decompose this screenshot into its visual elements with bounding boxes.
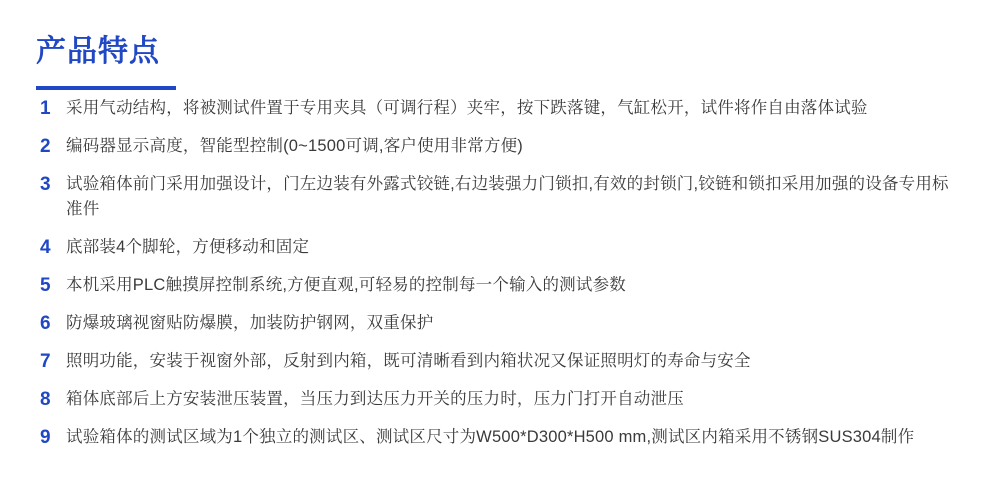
list-item bbox=[34, 425, 960, 450]
list-item bbox=[34, 311, 960, 336]
feature-text: 本机采用PLC触摸屏控制系统,方便直观,可轻易的控制每一个输入的测试参数 bbox=[66, 276, 626, 294]
feature-number: 8 bbox=[40, 389, 51, 410]
title-underline bbox=[36, 86, 176, 90]
feature-text: 试验箱体的测试区域为1个独立的测试区、测试区尺寸为W500*D300*H500 mm,测试区内箱采用不锈钢SUS304制作 bbox=[66, 428, 915, 446]
list-item bbox=[34, 134, 960, 159]
feature-text: 采用气动结构，将被测试件置于专用夹具（可调行程）夹牢，按下跌落键，气缸松开，试件将作自由落体试验 bbox=[66, 99, 868, 117]
feature-number: 1 bbox=[40, 98, 51, 119]
feature-text: 箱体底部后上方安装泄压装置，当压力到达压力开关的压力时，压力门打开自动泄压 bbox=[66, 390, 684, 408]
feature-number: 5 bbox=[40, 275, 51, 296]
feature-number: 6 bbox=[40, 313, 51, 334]
feature-number: 9 bbox=[40, 427, 51, 448]
feature-list bbox=[34, 96, 960, 450]
list-item bbox=[34, 235, 960, 260]
list-item bbox=[34, 273, 960, 298]
feature-text: 照明功能，安装于视窗外部，反射到内箱，既可清晰看到内箱状况又保证照明灯的寿命与安全 bbox=[66, 352, 751, 370]
feature-number: 4 bbox=[40, 237, 51, 258]
list-item bbox=[34, 96, 960, 121]
page-title: 产品特点 bbox=[36, 35, 160, 68]
list-item bbox=[34, 349, 960, 374]
feature-text: 编码器显示高度，智能型控制(0~1500可调,客户使用非常方便) bbox=[66, 137, 523, 155]
title-block bbox=[34, 34, 960, 70]
feature-number: 7 bbox=[40, 351, 51, 372]
feature-number: 3 bbox=[40, 174, 51, 195]
feature-number: 2 bbox=[40, 136, 51, 157]
feature-text: 试验箱体前门采用加强设计，门左边装有外露式铰链,右边装强力门锁扣,有效的封锁门,铰链和锁扣采用加强的设备专用标准件 bbox=[66, 175, 949, 218]
list-item bbox=[34, 172, 960, 222]
feature-text: 防爆玻璃视窗贴防爆膜，加装防护钢网，双重保护 bbox=[66, 314, 434, 332]
list-item bbox=[34, 387, 960, 412]
feature-text: 底部装4个脚轮，方便移动和固定 bbox=[66, 238, 310, 256]
